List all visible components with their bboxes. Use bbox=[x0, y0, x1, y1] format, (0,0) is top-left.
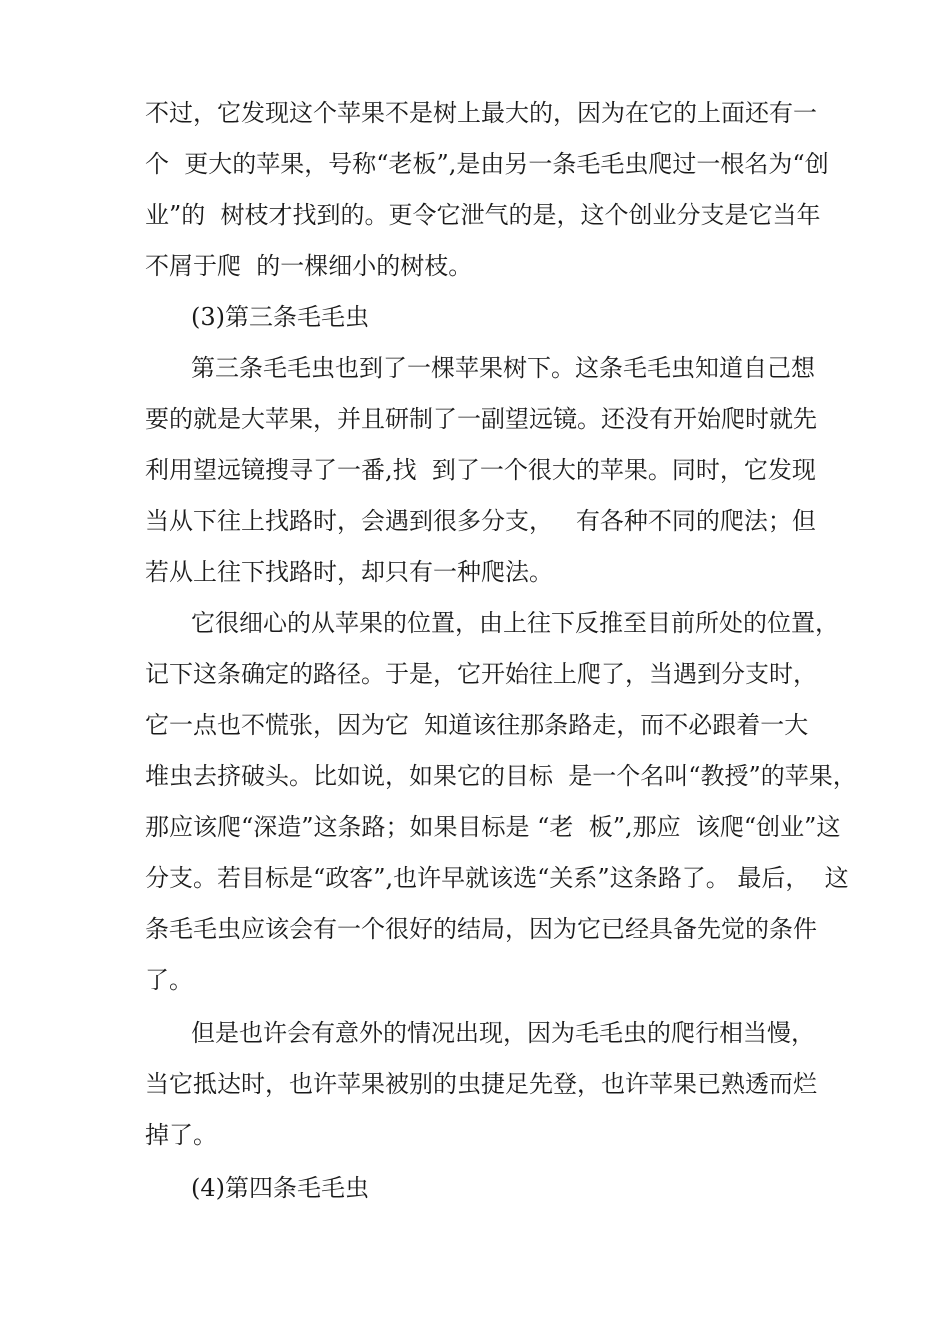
text-line: 若从上往下找路时，却只有一种爬法。 bbox=[145, 558, 553, 586]
text-line: 第三条毛毛虫也到了一棵苹果树下。这条毛毛虫知道自己想 bbox=[191, 354, 815, 382]
text-line: 掉了。 bbox=[145, 1121, 217, 1149]
text-line: 个 更大的苹果，号称“老板”,是由另一条毛毛虫爬过一根名为“创 bbox=[145, 150, 829, 178]
text-line: 当从下往上找路时，会遇到很多分支， 有各种不同的爬法；但 bbox=[145, 507, 816, 535]
text-line: 不过，它发现这个苹果不是树上最大的，因为在它的上面还有一 bbox=[145, 99, 817, 127]
text-line: 利用望远镜搜寻了一番,找 到了一个很大的苹果。同时，它发现 bbox=[145, 456, 816, 484]
section-heading: (4)第四条毛毛虫 bbox=[191, 1174, 369, 1202]
document-body bbox=[145, 88, 857, 1214]
text-line: 它一点也不慌张，因为它 知道该往那条路走，而不必跟着一大 bbox=[145, 711, 809, 739]
text-line: 当它抵达时，也许苹果被别的虫捷足先登，也许苹果已熟透而烂 bbox=[145, 1070, 817, 1098]
text-line: 分支。若目标是“政客”,也许早就该选“关系”这条路了。 最后， 这 bbox=[145, 864, 849, 892]
section-heading: (3)第三条毛毛虫 bbox=[191, 303, 369, 331]
text-line: 了。 bbox=[145, 966, 193, 994]
text-line: 不屑于爬 的一棵细小的树枝。 bbox=[145, 252, 473, 280]
text-line: 但是也许会有意外的情况出现，因为毛毛虫的爬行相当慢， bbox=[191, 1019, 815, 1047]
text-line: 业”的 树枝才找到的。更令它泄气的是，这个创业分支是它当年 bbox=[145, 201, 821, 229]
text-line: 堆虫去挤破头。比如说，如果它的目标 是一个名叫“教授”的苹果， bbox=[145, 762, 857, 790]
text-line: 它很细心的从苹果的位置，由上往下反推至目前所处的位置， bbox=[191, 609, 839, 637]
text-line: 那应该爬“深造”这条路；如果目标是 “老 板”,那应 该爬“创业”这 bbox=[145, 813, 841, 841]
text-line: 条毛毛虫应该会有一个很好的结局，因为它已经具备先觉的条件 bbox=[145, 915, 817, 943]
text-line: 记下这条确定的路径。于是，它开始往上爬了，当遇到分支时， bbox=[145, 660, 817, 688]
text-line: 要的就是大苹果，并且研制了一副望远镜。还没有开始爬时就先 bbox=[145, 405, 817, 433]
